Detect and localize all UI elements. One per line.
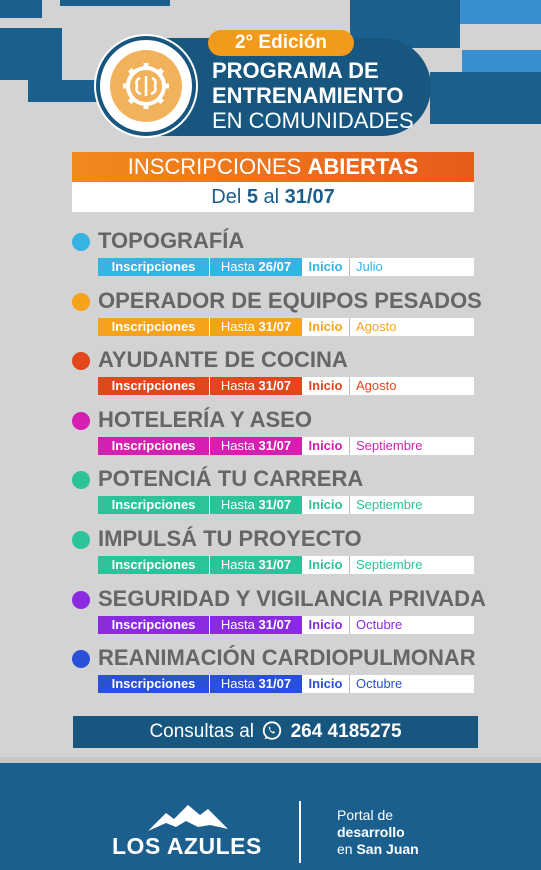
inicio-label: Inicio [302, 675, 350, 693]
portal-text [337, 807, 419, 858]
hasta-cell [210, 496, 302, 514]
course-info-bar [98, 496, 474, 514]
course-info-bar [98, 675, 474, 693]
title-line-2: ENTRENAMIENTO [212, 83, 404, 108]
inicio-month: Octubre [350, 616, 474, 634]
footer-divider [299, 801, 301, 863]
inicio-month: Septiembre [350, 496, 474, 514]
edition-badge: 2° Edición [208, 30, 354, 56]
course-info-bar [98, 377, 474, 395]
hasta-label: Hasta [220, 318, 255, 334]
title-line-3: EN COMUNIDADES [212, 108, 414, 133]
dates-del: Del [211, 186, 242, 208]
hasta-date: 31/07 [258, 378, 292, 394]
decor-block [462, 50, 541, 72]
course-dot [72, 412, 90, 430]
inicio-label: Inicio [302, 258, 350, 276]
contact-bar[interactable] [73, 716, 478, 748]
course-name: OPERADOR DE EQUIPOS PESADOS [98, 287, 482, 313]
hasta-cell [210, 616, 302, 634]
inicio-label: Inicio [302, 377, 350, 395]
inicio-label: Inicio [302, 437, 350, 455]
course-name: HOTELERÍA Y ASEO [98, 406, 312, 432]
decor-block [430, 72, 541, 124]
hasta-cell [210, 556, 302, 574]
hasta-date: 31/07 [258, 557, 292, 572]
dates-al: al [263, 186, 280, 208]
course-name: AYUDANTE DE COCINA [98, 347, 348, 373]
program-logo [96, 36, 196, 136]
inscripciones-label: Inscripciones [98, 258, 210, 276]
mountains-logo-icon [148, 803, 228, 833]
hasta-date: 31/07 [258, 497, 292, 513]
contact-label: Consultas al [149, 721, 255, 742]
inscripciones-label: Inscripciones [98, 437, 210, 455]
decor-block [60, 0, 170, 6]
inscripciones-label: Inscripciones [98, 675, 210, 693]
course-dot [72, 233, 90, 251]
course-info-bar [98, 437, 474, 455]
banner-bold: ABIERTAS [307, 154, 419, 179]
course-dot [72, 352, 90, 370]
hasta-date: 31/07 [258, 676, 292, 692]
inicio-label: Inicio [302, 318, 350, 336]
inscripciones-label: Inscripciones [98, 377, 210, 395]
hasta-label: Hasta [220, 437, 255, 453]
course-info-bar [98, 616, 474, 634]
course-name: TOPOGRAFÍA [98, 228, 245, 253]
inscripciones-label: Inscripciones [98, 616, 210, 634]
course-name: SEGURIDAD Y VIGILANCIA PRIVADA [98, 585, 486, 611]
title-line-1: PROGRAMA DE [212, 58, 379, 83]
course-dot [72, 650, 90, 668]
hasta-label: Hasta [220, 616, 255, 632]
hasta-date: 31/07 [258, 616, 292, 632]
inicio-month: Octubre [350, 675, 474, 693]
decor-block [460, 0, 541, 24]
course-info-bar [98, 258, 474, 276]
decor-block [0, 28, 62, 80]
contact-phone: 264 4185275 [290, 721, 402, 742]
hasta-cell [210, 675, 302, 693]
course-info-bar [98, 556, 474, 574]
registrations-open-banner [72, 152, 474, 182]
program-header [96, 30, 431, 138]
hasta-cell [210, 258, 302, 276]
hasta-cell [210, 318, 302, 336]
inicio-month: Agosto [350, 318, 474, 336]
hasta-date: 31/07 [258, 318, 292, 334]
hasta-label: Hasta [220, 378, 255, 394]
inicio-month: Septiembre [350, 437, 474, 455]
hasta-label: Hasta [220, 259, 255, 274]
hasta-label: Hasta [220, 676, 255, 692]
inscripciones-label: Inscripciones [98, 318, 210, 336]
course-info-bar [98, 318, 474, 336]
inscripciones-label: Inscripciones [98, 496, 210, 514]
inscripciones-label: Inscripciones [98, 556, 210, 574]
portal-line-3-pre: en [337, 841, 353, 857]
brain-gear-icon [120, 60, 172, 112]
course-dot [72, 293, 90, 311]
brand-name: LOS AZULES [112, 833, 262, 859]
course-dot [72, 591, 90, 609]
hasta-cell [210, 377, 302, 395]
footer [0, 763, 541, 870]
registration-dates [72, 182, 474, 212]
inicio-label: Inicio [302, 496, 350, 514]
course-name: REANIMACIÓN CARDIOPULMONAR [98, 645, 476, 671]
hasta-label: Hasta [220, 557, 255, 572]
course-name: POTENCIÁ TU CARRERA [98, 466, 364, 492]
decor-block [28, 80, 98, 102]
portal-line-3: San Juan [356, 841, 419, 857]
inicio-month: Agosto [350, 377, 474, 395]
dates-start: 5 [246, 186, 258, 208]
program-title [212, 58, 414, 133]
whatsapp-icon [261, 720, 283, 742]
hasta-date: 31/07 [258, 437, 292, 453]
dates-end: 31/07 [284, 186, 335, 208]
portal-line-2: desarrollo [337, 824, 405, 840]
inicio-month: Julio [350, 258, 474, 276]
inicio-label: Inicio [302, 556, 350, 574]
portal-line-1: Portal de [337, 807, 394, 823]
course-dot [72, 531, 90, 549]
banner-prefix: INSCRIPCIONES [127, 154, 302, 179]
inicio-month: Septiembre [350, 556, 474, 574]
hasta-cell [210, 437, 302, 455]
inicio-label: Inicio [302, 616, 350, 634]
course-name: IMPULSÁ TU PROYECTO [98, 526, 362, 551]
hasta-date: 26/07 [258, 259, 292, 274]
hasta-label: Hasta [220, 497, 255, 513]
decor-block [0, 0, 42, 18]
course-dot [72, 471, 90, 489]
